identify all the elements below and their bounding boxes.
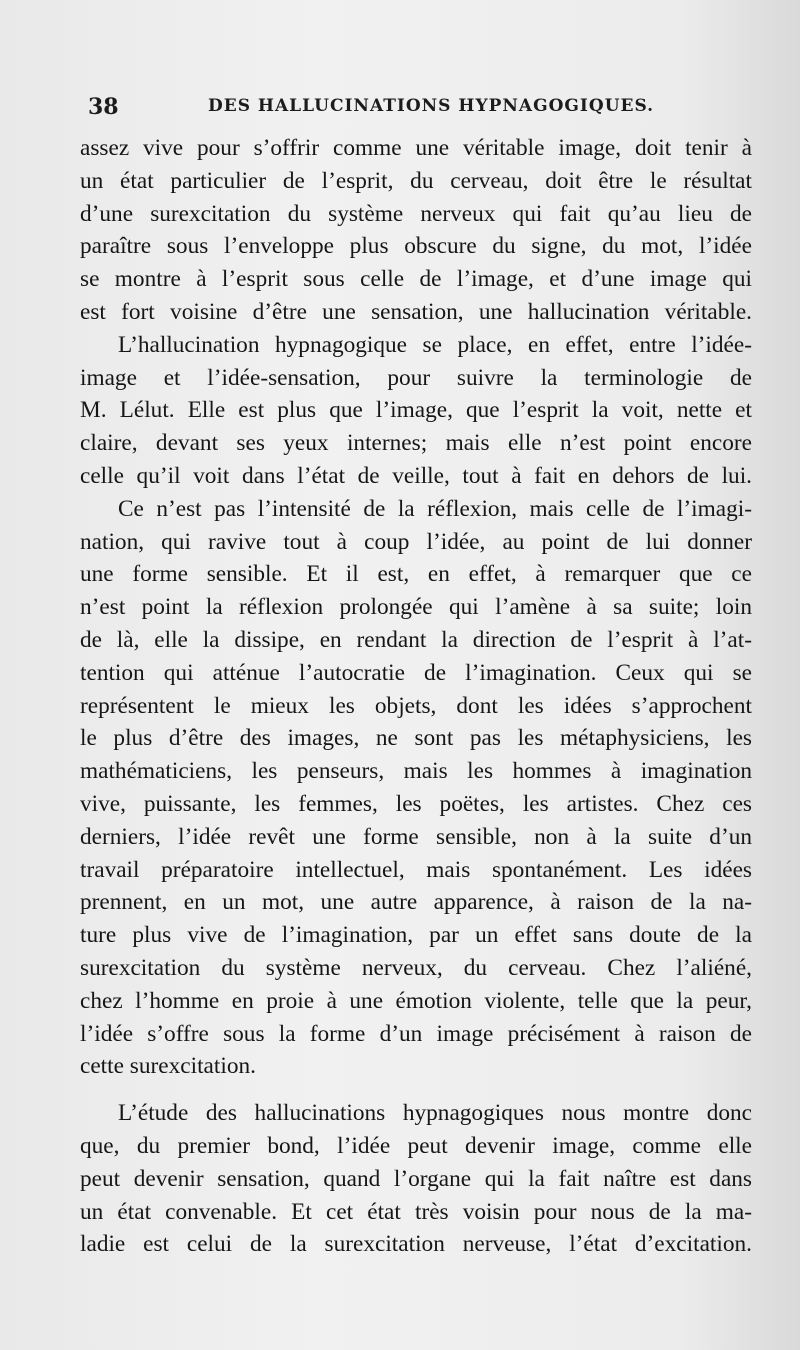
text-line: tention qui atténue l’autocratie de l’imagination. Ceux qui se xyxy=(80,659,752,686)
text-line: que, du premier bond, l’idée peut devenir image, comme elle xyxy=(80,1132,752,1159)
text-line: celle qu’il voit dans l’état de veille, tout à fait en dehors de lui. xyxy=(80,462,752,489)
text-line: n’est point la réflexion prolongée qui l’amène à sa suite; loin xyxy=(80,594,752,621)
text-line: est fort voisine d’être une sensation, une hallucination véritable. xyxy=(80,298,752,325)
text-line: un état particulier de l’esprit, du cerveau, doit être le résultat xyxy=(80,167,752,194)
paragraph xyxy=(80,493,752,1083)
page-number: 38 xyxy=(88,94,119,120)
text-line: cette surexcitation. xyxy=(80,1053,256,1080)
text-line: un état convenable. Et cet état très voisin pour nous de la ma- xyxy=(80,1198,752,1225)
text-line: ladie est celui de la surexcitation nerveuse, l’état d’excitation. xyxy=(80,1231,752,1258)
text-line: une forme sensible. Et il est, en effet, à remarquer que ce xyxy=(80,561,752,588)
text-line: surexcitation du système nerveux, du cerveau. Chez l’aliéné, xyxy=(80,954,752,981)
paragraph xyxy=(80,329,752,493)
text-line: assez vive pour s’offrir comme une véritable image, doit tenir à xyxy=(80,135,752,161)
text-line: travail préparatoire intellectuel, mais spontanément. Les idées xyxy=(80,856,752,883)
page-header xyxy=(88,94,748,124)
text-line: d’une surexcitation du système nerveux qui fait qu’au lieu de xyxy=(80,200,752,227)
paragraph xyxy=(80,1097,752,1261)
text-line: ture plus vive de l’imagination, par un effet sans doute de la xyxy=(80,922,752,949)
text-line: chez l’homme en proie à une émotion violente, telle que la peur, xyxy=(80,987,752,1014)
text-line: représentent le mieux les objets, dont les idées s’approchent xyxy=(80,692,752,719)
text-line: le plus d’être des images, ne sont pas les métaphysiciens, les xyxy=(80,725,752,752)
text-line: Ce n’est pas l’intensité de la réflexion, mais celle de l’imagi- xyxy=(118,495,752,522)
text-line: M. Lélut. Elle est plus que l’image, que l’esprit la voit, nette et xyxy=(80,397,752,424)
text-line: l’idée s’offre sous la forme d’un image précisément à raison de xyxy=(80,1020,752,1047)
text-line: L’étude des hallucinations hypnagogiques nous montre donc xyxy=(118,1100,752,1127)
paragraph xyxy=(80,132,752,329)
text-line: peut devenir sensation, quand l’organe qui la fait naître est dans xyxy=(80,1165,752,1192)
text-line: derniers, l’idée revêt une forme sensible, non à la suite d’un xyxy=(80,823,752,850)
text-line: paraître sous l’enveloppe plus obscure du signe, du mot, l’idée xyxy=(80,233,752,260)
text-line: prennent, en un mot, une autre apparence, à raison de la na- xyxy=(80,889,752,916)
text-line: vive, puissante, les femmes, les poëtes, les artistes. Chez ces xyxy=(80,790,752,817)
text-line: nation, qui ravive tout à coup l’idée, au point de lui donner xyxy=(80,528,752,555)
text-line: L’hallucination hypnagogique se place, en effet, entre l’idée- xyxy=(118,331,752,358)
body-text xyxy=(80,132,752,1261)
paragraph-gap xyxy=(80,1083,752,1097)
text-line: claire, devant ses yeux internes; mais elle n’est point encore xyxy=(80,430,752,457)
text-line: mathématiciens, les penseurs, mais les hommes à imagination xyxy=(80,758,752,785)
text-line: se montre à l’esprit sous celle de l’image, et d’une image qui xyxy=(80,266,752,293)
running-title: DES HALLUCINATIONS HYPNAGOGIQUES. xyxy=(208,96,655,116)
text-line: image et l’idée-sensation, pour suivre la terminologie de xyxy=(80,364,752,391)
text-line: de là, elle la dissipe, en rendant la direction de l’esprit à l’at- xyxy=(80,626,752,653)
